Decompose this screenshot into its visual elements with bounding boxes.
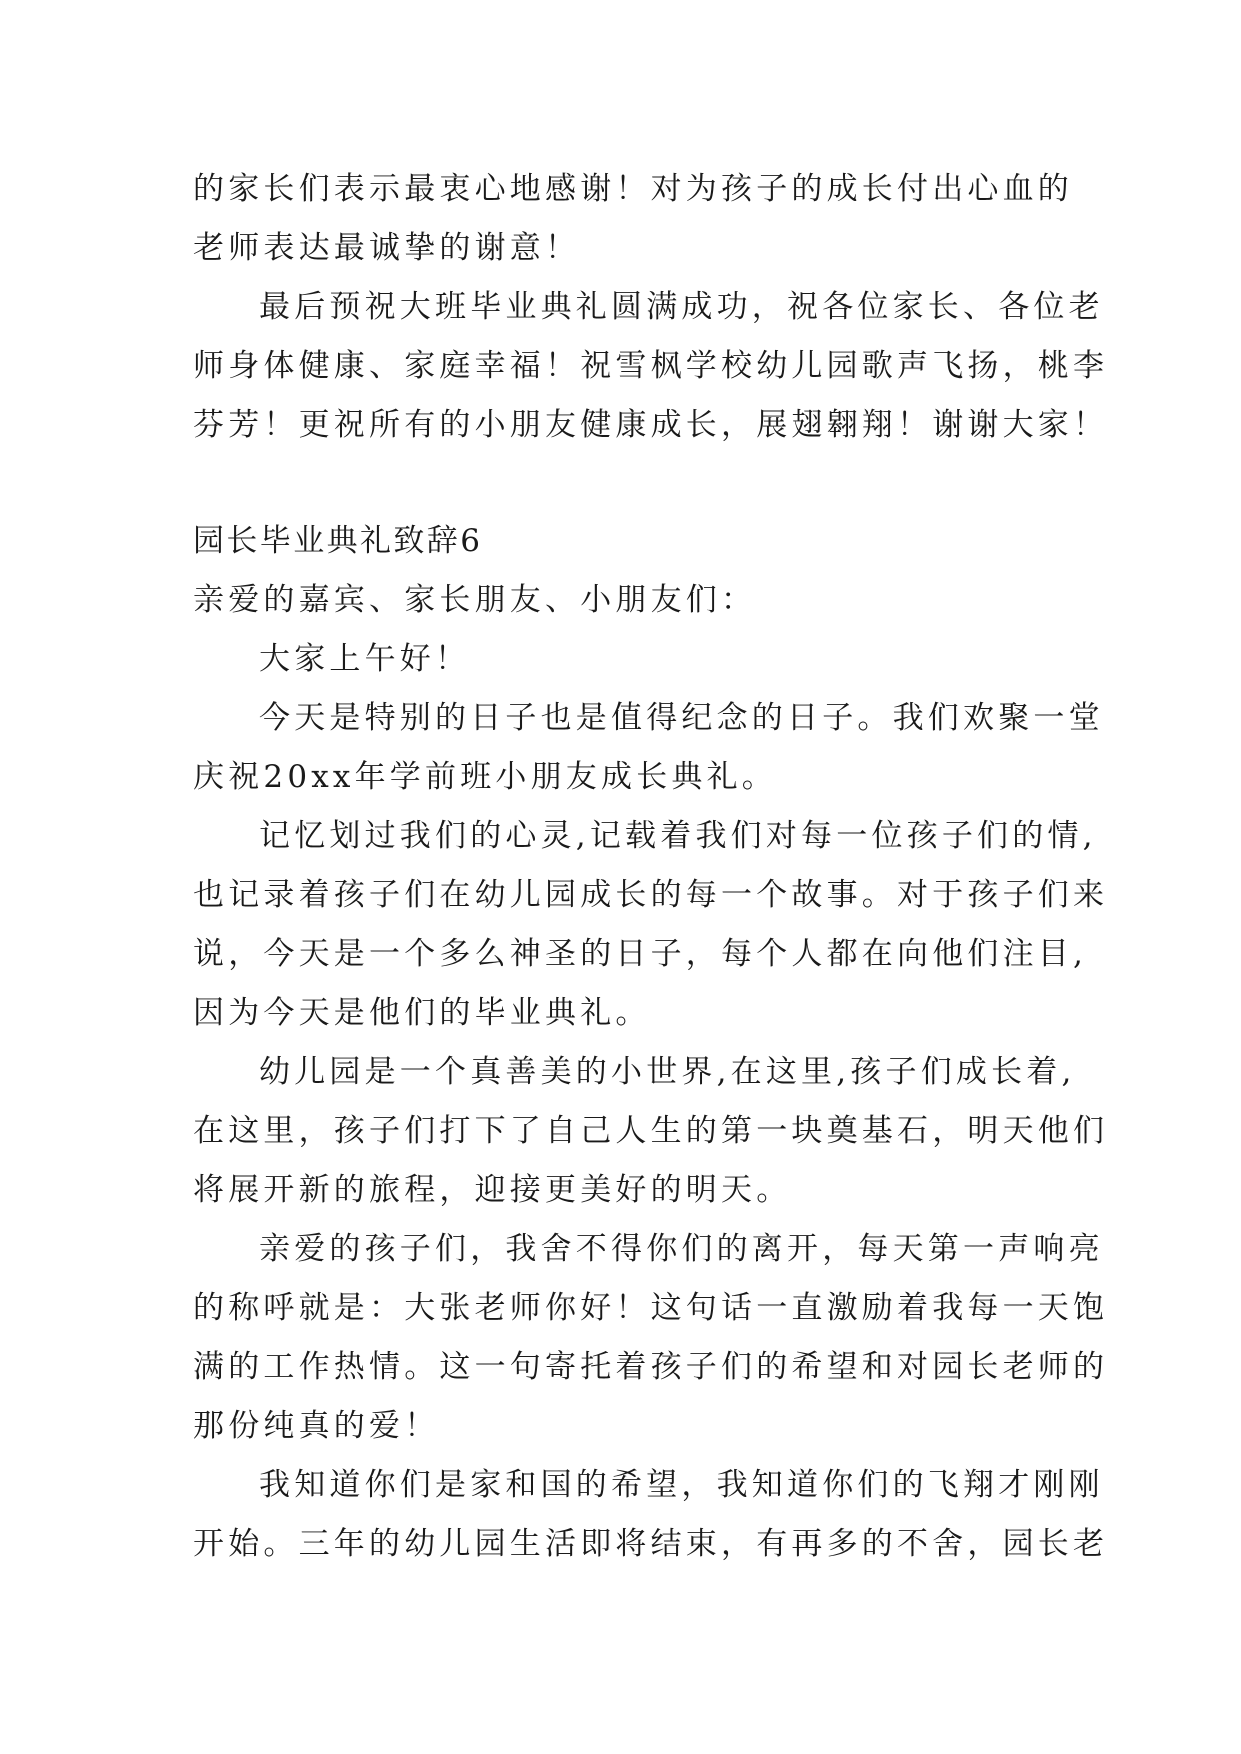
- paragraph-line: 亲爱的孩子们，我舍不得你们的离开，每天第一声响亮: [259, 1231, 1104, 1267]
- paragraph-line: 老师表达最诚挚的谢意！: [193, 230, 581, 266]
- paragraph-line: 因为今天是他们的毕业典礼。: [193, 995, 651, 1031]
- paragraph-line: 大家上午好！: [259, 641, 471, 677]
- paragraph-line: 芬芳！更祝所有的小朋友健康成长，展翅翱翔！谢谢大家！: [193, 407, 1109, 443]
- paragraph-line: 幼儿园是一个真善美的小世界,在这里,孩子们成长着,: [259, 1054, 1076, 1090]
- paragraph-line: 说，今天是一个多么神圣的日子，每个人都在向他们注目,: [193, 936, 1088, 972]
- paragraph-line: 庆祝20xx年学前班小朋友成长典礼。: [193, 759, 778, 795]
- paragraph-line: 师身体健康、家庭幸福！祝雪枫学校幼儿园歌声飞扬，桃李: [193, 348, 1109, 384]
- paragraph-line: 在这里，孩子们打下了自己人生的第一块奠基石，明天他们: [193, 1113, 1109, 1149]
- paragraph-line: 最后预祝大班毕业典礼圆满成功，祝各位家长、各位老: [259, 289, 1104, 325]
- paragraph-line: 的家长们表示最衷心地感谢！对为孩子的成长付出心血的: [193, 171, 1073, 207]
- section-heading: 园长毕业典礼致辞6: [193, 523, 483, 559]
- paragraph-line: 那份纯真的爱！: [193, 1408, 440, 1444]
- salutation: 亲爱的嘉宾、家长朋友、小朋友们：: [193, 582, 757, 618]
- paragraph-line: 今天是特别的日子也是值得纪念的日子。我们欢聚一堂: [259, 700, 1104, 736]
- paragraph-line: 满的工作热情。这一句寄托着孩子们的希望和对园长老师的: [193, 1349, 1109, 1385]
- paragraph-line: 记忆划过我们的心灵,记载着我们对每一位孩子们的情,: [259, 818, 1097, 854]
- paragraph-line: 我知道你们是家和国的希望，我知道你们的飞翔才刚刚: [259, 1467, 1104, 1503]
- paragraph-line: 也记录着孩子们在幼儿园成长的每一个故事。对于孩子们来: [193, 877, 1109, 913]
- paragraph-line: 开始。三年的幼儿园生活即将结束，有再多的不舍，园长老: [193, 1526, 1109, 1562]
- document-body: [193, 160, 1109, 1574]
- paragraph-line: 的称呼就是：大张老师你好！这句话一直激励着我每一天饱: [193, 1290, 1109, 1326]
- paragraph-line: 将展开新的旅程，迎接更美好的明天。: [193, 1172, 792, 1208]
